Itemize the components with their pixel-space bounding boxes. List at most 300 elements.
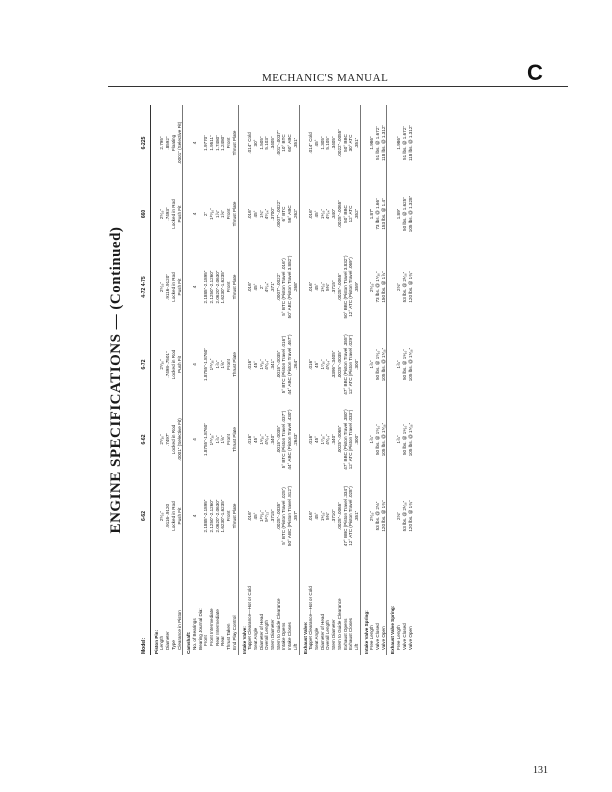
spec-value-cell: 4⁵⁄₆₄" (264, 359, 270, 370)
spec-value-cell: 2" (258, 284, 264, 290)
spec-value-cell: Floating (170, 134, 176, 152)
spec-value-cell: .016" (308, 208, 314, 220)
column-header: 6-62 (142, 477, 150, 555)
spec-value-cell: Front (226, 434, 232, 445)
empty-cell (150, 247, 159, 327)
spec-value-cell: 45° (252, 210, 258, 218)
row-label: Stem to Guide Clearance (336, 598, 342, 650)
spec-value-cell: 1¹⁵⁄₁₆" (258, 510, 264, 522)
empty-cell (387, 247, 396, 327)
spec-value-cell: Front (226, 208, 232, 220)
spec-value-cell: .351" (292, 137, 298, 149)
spec-value-cell: 50 lbs. @ 1.625" (401, 197, 407, 231)
spec-value-cell: .016" (308, 434, 314, 445)
spec-value-cell: 4⁵⁄₆₄" (325, 208, 331, 220)
spec-value-cell: .014" Cold (308, 132, 314, 154)
spec-value-cell: 105 lbs. @ 1⁵⁄₁₆" (407, 347, 413, 382)
spec-value-cell: .371" (270, 281, 276, 293)
row-label: Bearing Journal Dia: (197, 608, 203, 650)
spec-value-cell: 45° (252, 436, 258, 443)
spec-value-cell: .016" (247, 281, 253, 293)
spec-value-cell: 1¾" (258, 209, 264, 219)
spec-value-cell: 2" (203, 211, 209, 217)
spec-value-cell: 60° ABC (287, 134, 293, 152)
spec-value-cell: 1⁷⁄₁₆" (319, 359, 325, 370)
spec-value-cell: 12° ATC (Piston Travel .029") (348, 334, 354, 395)
spec-value-cell: 47° BBC (Piston Travel .380") (342, 409, 348, 470)
section-header-row (238, 105, 247, 655)
spec-value-cell: 1.6230"-1.6235" (220, 270, 226, 304)
spec-value-cell: .300" (353, 434, 359, 445)
row-label: Lift (292, 643, 298, 650)
spec-value-cell: 53 lbs. @ 2¹⁄₁₆" (401, 500, 407, 532)
row-label: Stem Diameter (331, 619, 337, 650)
spec-value-cell: 4 (191, 514, 197, 518)
spec-value-cell: 105 lbs. @ 1⁵⁄₁₆" (407, 422, 413, 457)
spec-value-cell: 4⁵⁄₆₄" (325, 359, 331, 370)
spec-value-cell: .357" (292, 510, 298, 522)
row-label: Rear Intermediate (214, 609, 220, 646)
spec-value-cell: .0015"-.0035" (275, 350, 281, 379)
spec-value-cell: 105 lbs. @ 1⁵⁄₁₆" (380, 347, 386, 382)
spec-value-cell: .340" (331, 208, 337, 220)
spec-value-cell: 1⅞" (214, 360, 220, 369)
spec-value-cell: 1⁹⁄₁₆" (258, 359, 264, 370)
spec-value-cell: 1⁹⁄₁₆" (319, 510, 325, 522)
section-header-row (360, 105, 369, 655)
spec-value-cell: 30° ATC (348, 134, 354, 152)
spec-value-cell: 1⁹⁄₁₆" (258, 434, 264, 445)
spec-value-cell: 47° BBC (Piston Travel .334") (342, 485, 348, 547)
spec-value-cell: 1⅞" (396, 435, 402, 444)
spec-value-cell: 1.8755"-1.8760" (203, 423, 209, 456)
spec-value-cell: .016" (247, 359, 253, 370)
spec-value-cell: 73 lbs. @ 1.66" (375, 198, 381, 230)
empty-cell (238, 402, 247, 477)
spec-value-cell: 1⅞" (214, 209, 220, 219)
spec-value-cell: 50° ABC (Piston Travel .812") (287, 485, 293, 547)
spec-value-cell: 45° (313, 361, 319, 368)
empty-cell (150, 327, 159, 402)
section-letter: C (527, 60, 543, 85)
spec-value-cell: .0007"-.0022" (275, 200, 281, 228)
spec-value-cell: Push Fit (176, 356, 182, 373)
row-label: Stem Diameter (270, 619, 276, 650)
empty-cell (183, 327, 192, 402)
spec-value-cell: 118 lbs. @ 1.312" (380, 124, 386, 162)
spec-value-cell: 1.9770" (203, 135, 209, 151)
empty-cell (360, 247, 369, 327)
column-header: 6-72 (142, 327, 150, 402)
spec-value-cell: .0025"-.0065" (336, 502, 342, 530)
empty-cell (299, 402, 308, 477)
empty-cell (360, 181, 369, 247)
empty-cell (183, 402, 192, 477)
spec-value-cell: 1¹⁵⁄₁₆" (209, 358, 215, 371)
spec-value-cell: 2⁵⁄₁₆" (159, 281, 165, 293)
spec-value-cell: Front (226, 510, 232, 522)
spec-value-cell: .016" (308, 359, 314, 370)
section-title: Intake Valve Spring: (360, 555, 369, 655)
spec-value-cell: 50 lbs. @ 1⁵⁄₁₆" (375, 424, 381, 456)
spec-value-cell: 12° ATC (Piston Travel .033") (348, 409, 354, 470)
row-label: Valve Open (380, 626, 386, 650)
row-label: Free Length (396, 625, 402, 650)
spec-value-cell: 2⅛" (396, 282, 402, 292)
running-header-title: MECHANIC'S MANUAL (262, 72, 389, 84)
section-header-row (387, 105, 396, 655)
spec-value-cell: .2643" (292, 432, 298, 447)
empty-cell (387, 105, 396, 181)
spec-value-cell: Thrust Plate (231, 427, 237, 452)
spec-value-cell: .0025"-.0065" (336, 200, 342, 228)
row-label: Overall Length (325, 620, 331, 650)
section-title: Intake Valve: (238, 555, 247, 655)
spec-value-cell: 4 (191, 363, 197, 366)
row-label: Tappet Clearance—Hot or Cold (308, 586, 314, 650)
empty-cell (238, 247, 247, 327)
row-label: Diameter (165, 631, 171, 650)
spec-value-cell: 1⁹⁄₁₆" (319, 281, 325, 293)
empty-cell (299, 327, 308, 402)
spec-value-cell: .0025"-.0035" (336, 350, 342, 379)
row-label: Seat Angle (252, 627, 258, 650)
empty-cell (183, 181, 192, 247)
spec-value-cell: Locked in Rod (170, 349, 176, 380)
spec-value-cell: Front (226, 359, 232, 370)
spec-value-cell: .3700" (270, 207, 276, 221)
spec-value-cell: 1⅞" (396, 360, 402, 369)
spec-value-cell: 1.7480" (214, 135, 220, 151)
row-label: Exhaust Opens (342, 618, 348, 650)
spec-value-cell: 6° BTC (281, 206, 287, 222)
spec-value-cell: Locked in Rod (170, 501, 176, 531)
row-label: Front Intermediate (209, 608, 215, 646)
spec-value-cell: 50 lbs. @ 1⁹⁄₁₆" (401, 348, 407, 381)
section-title: Camshaft: (183, 555, 192, 655)
spec-value-cell: 56° ABC (287, 205, 293, 223)
spec-value-cell: 2⁵⁄₁₆" (159, 434, 165, 445)
spec-value-cell: Push Fit (176, 205, 182, 223)
empty-cell (387, 181, 396, 247)
spec-value-cell: 5⅜" (325, 511, 331, 521)
spec-value-cell: 50° BBC (342, 134, 348, 152)
spec-value-cell: .3405" (331, 136, 337, 150)
spec-value-cell: 5.103" (264, 136, 270, 150)
spec-value-cell: 118 lbs. @ 1.312" (407, 124, 413, 162)
spec-table-body (150, 105, 413, 655)
empty-cell (360, 105, 369, 181)
spec-value-cell: 4⁵⁄₆₄" (325, 434, 331, 445)
spec-value-cell: 50° BBC (342, 205, 348, 223)
spec-value-cell: 1.2480" (220, 135, 226, 151)
empty-cell (150, 477, 159, 555)
spec-value-cell: 1.87" (369, 208, 375, 220)
spec-value-cell: .341" (270, 359, 276, 370)
spec-value-cell: 105 lbs. @ 1.328" (407, 195, 413, 233)
spec-value-cell: 1.505" (258, 136, 264, 150)
spec-value-cell: 12° ATC (Piston Travel .028") (348, 486, 354, 546)
spec-value-cell: 50 lbs. @ 1⁵⁄₁₆" (375, 349, 381, 381)
spec-value-cell: 50° ABC (Piston Travel 3.882") (287, 255, 293, 319)
spec-value-cell: 105 lbs. @ 1⁵⁄₁₆" (380, 422, 386, 457)
spec-value-cell: .268" (292, 281, 298, 293)
spec-value-cell: 1⅝" (220, 360, 226, 369)
spec-value-cell: .351" (353, 510, 359, 522)
spec-value-cell: 45° (252, 283, 258, 291)
spec-value-cell: .016" (247, 208, 253, 220)
section-header-row (183, 105, 192, 655)
spec-value-cell: 12° ATC (Piston Travel .069") (348, 257, 354, 317)
row-label: Lift (353, 643, 359, 650)
spec-value-cell: 2.1250"-2.1260" (209, 270, 215, 304)
table-row (408, 105, 414, 655)
spec-value-cell: .3405" (270, 136, 276, 150)
row-label: Diameter of Head (319, 613, 325, 650)
section-title: Exhaust Valve Spring: (387, 555, 396, 655)
page-number: 131 (533, 765, 548, 776)
spec-value-cell: 44° ABC (Piston Travel .467") (287, 334, 293, 395)
empty-cell (238, 327, 247, 402)
spec-value-cell: 1.89" (396, 208, 402, 220)
spec-value-cell: 1.9511" (209, 135, 215, 151)
row-label: Length (159, 635, 165, 650)
spec-value-cell: .9116-.9120" (165, 274, 171, 300)
spec-value-cell: Locked in Rod (170, 272, 176, 302)
spec-value-cell: .3710" (331, 509, 337, 523)
spec-value-cell: .016" (308, 510, 314, 522)
spec-value-cell: 1.8755"-1.8760" (203, 348, 209, 381)
spec-value-cell: .3715" (331, 280, 337, 294)
empty-cell (387, 402, 396, 477)
spec-value-cell: Locked in Rod (170, 199, 176, 229)
spec-value-cell: .0022"-.0055" (336, 129, 342, 157)
spec-value-cell: .0001" (Selective Fit) (176, 418, 182, 461)
spec-value-cell: Front (226, 137, 232, 149)
spec-value-cell: 1⅞" (369, 360, 375, 369)
row-label: Front (203, 635, 209, 646)
spec-value-cell: 2.1250"-2.1260" (209, 499, 215, 533)
row-label: Intake Opens (281, 622, 287, 650)
section-title: Exhaust Valve: (299, 555, 308, 655)
row-label: Seat Angle (313, 627, 319, 650)
spec-value-cell: 4⁵⁄₆₄" (264, 281, 270, 293)
empty-cell (299, 181, 308, 247)
spec-value-cell: 120 lbs. @ 1¾" (380, 500, 386, 532)
spec-value-cell: 45° (313, 512, 319, 520)
row-label: Exhaust Closes (348, 618, 354, 650)
spec-value-cell: 2.1885"-2.1895" (203, 499, 209, 533)
spec-value-cell: 2.0620"-2.0630" (214, 270, 220, 304)
spec-value-cell: 4 (191, 285, 197, 289)
spec-value-cell: .0025"-.0065" (336, 425, 342, 454)
row-label: Overall Length (264, 620, 270, 650)
spec-value-cell: 12° ATC (348, 205, 354, 223)
row-label: Diameter of Head (258, 613, 264, 650)
empty-cell (299, 247, 308, 327)
spec-value-cell: 5.105" (325, 136, 331, 150)
spec-value-cell: .340" (331, 434, 337, 445)
row-label: Type (170, 640, 176, 650)
spec-value-cell: 10° BTC (281, 134, 287, 152)
spec-value-cell: .0015"-.0035" (275, 425, 281, 454)
row-label: Intake Closes (287, 622, 293, 650)
spec-value-cell: 1.986" (396, 136, 402, 150)
spec-value-cell: .016" (247, 434, 253, 445)
spec-value-cell: 120 lbs. @ 1¾" (407, 271, 413, 303)
spec-value-cell: 50 lbs. @ 1⁹⁄₁₆" (401, 423, 407, 456)
spec-value-cell: Thrust Plate (231, 274, 237, 300)
spec-value-cell: .0007"-.0022" (275, 273, 281, 301)
spec-value-cell: 50° BBC (Piston Travel 3.832") (342, 255, 348, 319)
spec-value-cell: 4⁵⁄₆₄" (264, 208, 270, 220)
spec-value-cell: .016" (247, 510, 253, 522)
spec-value-cell: 1.6230"-1.6235" (220, 499, 226, 533)
row-label: End Play Control (231, 615, 237, 650)
spec-value-cell: .351" (353, 137, 359, 149)
spec-value-cell: .9116-.9120 (165, 503, 171, 529)
rotated-spec-table (108, 105, 568, 655)
spec-value-cell: 1⅝" (220, 209, 226, 219)
column-header: 660 (142, 181, 150, 247)
spec-value-cell: 5° BTC (Piston Travel .025") (281, 487, 287, 545)
spec-value-cell: 73 lbs. @ 1⁵⁄₁₆" (375, 271, 381, 303)
spec-value-cell: 120 lbs. @ 1¾" (407, 500, 413, 532)
spec-value-cell: .7497" (165, 432, 171, 447)
empty-cell (150, 181, 159, 247)
spec-value-cell: Push Fit (176, 507, 182, 525)
table-title: ENGINE SPECIFICATIONS — (Continued) (108, 226, 124, 534)
spec-value-cell: Thrust Plate (231, 503, 237, 529)
spec-value-cell: .7493" (165, 207, 171, 221)
spec-value-cell: 2.1885"-2.1895" (203, 270, 209, 304)
spec-value-cell: Locked in Rod (170, 424, 176, 455)
spec-value-cell: 45° (313, 139, 319, 147)
spec-value-cell: .016" (308, 281, 314, 293)
row-label: Thrust Taken (226, 623, 232, 650)
spec-value-cell: 1.305" (319, 136, 325, 150)
row-label: No. of Bearings (191, 618, 197, 650)
spec-value-cell: 1⅞" (369, 435, 375, 444)
spec-value-cell: 44° ABC (Piston Travel .430") (287, 409, 293, 470)
spec-value-cell: 30° (252, 139, 258, 147)
spec-value-cell: .014" Cold (247, 132, 253, 154)
empty-cell (299, 105, 308, 181)
spec-value-cell: 1¹⁵⁄₁₆" (209, 208, 215, 220)
empty-cell (183, 477, 192, 555)
column-header: 4-72 4-75 (142, 247, 150, 327)
spec-value-cell: Front (226, 281, 232, 293)
spec-value-cell: 45° (252, 512, 258, 520)
spec-value-cell: .8592" (165, 136, 171, 150)
spec-value-cell: .262" (292, 208, 298, 220)
empty-cell (183, 247, 192, 327)
row-label: Clearance in Piston (176, 610, 182, 650)
spec-value-cell: 1.986" (369, 136, 375, 150)
spec-value-cell: 2⁵⁄₁₆" (369, 281, 375, 293)
spec-value-cell: 5° BTC (Piston Travel .016") (281, 258, 287, 316)
spec-value-cell: 5° BTC (Piston Travel .016") (281, 335, 287, 394)
row-label: Tappet Clearance—Hot or Cold (247, 586, 253, 650)
spec-value-cell: 2⁵⁄₁₆" (159, 208, 165, 220)
empty-cell (387, 327, 396, 402)
spec-value-cell: 1⅞" (214, 435, 220, 444)
spec-value-cell: .300" (353, 359, 359, 370)
spec-value-cell: 1⁹⁄₁₆" (319, 208, 325, 220)
spec-value-cell: 53 lbs. @ 2¹⁄₁₆" (401, 271, 407, 303)
spec-value-cell: 5° BTC (Piston Travel .037") (281, 410, 287, 469)
spec-value-cell: 2⁵⁄₁₆" (369, 510, 375, 522)
spec-value-cell: .352" (353, 208, 359, 220)
spec-value-cell: 45° (252, 361, 258, 368)
spec-value-cell: 45° (313, 283, 319, 291)
row-label: Valve Open (407, 626, 413, 650)
empty-cell (360, 477, 369, 555)
spec-value-cell: 51 lbs. @ 1.672" (375, 126, 381, 160)
spec-value-cell: 53 lbs. @ 2⅛" (375, 501, 381, 531)
spec-value-cell: .3395"-.3405" (331, 350, 337, 379)
spec-value-cell: 51 lbs. @ 1.672" (401, 126, 407, 160)
spec-value-cell: .264" (292, 359, 298, 370)
empty-cell (238, 105, 247, 181)
spec-value-cell: 45° (313, 436, 319, 443)
spec-value-cell: 2⅛" (396, 511, 402, 521)
spec-value-cell: 45° (313, 210, 319, 218)
header-rule (108, 86, 568, 87)
spec-value-cell: 5⅜" (325, 282, 331, 292)
empty-cell (238, 477, 247, 555)
spec-value-cell: 153 lbs. @ 1.4" (380, 198, 386, 230)
empty-cell (183, 105, 192, 181)
spec-value-cell: 5¹⁷⁄₃₂" (264, 510, 270, 522)
spec-value-cell: 2.795" (159, 136, 165, 150)
empty-cell (150, 105, 159, 181)
spec-value-cell: 4 (191, 141, 197, 145)
spec-value-cell: 2.0620"-2.0630" (214, 499, 220, 533)
column-header: 6-225 (142, 105, 150, 181)
section-header-row (299, 105, 308, 655)
empty-cell (360, 327, 369, 402)
spec-value-cell: 4 (191, 212, 197, 216)
row-label: Rear (220, 636, 226, 646)
spec-value-cell: .3715" (270, 509, 276, 523)
spec-value-cell: 4 (191, 438, 197, 441)
spec-value-cell: 1⅝" (220, 435, 226, 444)
empty-cell (299, 477, 308, 555)
spec-value-cell: 2⁵⁄₁₆" (159, 359, 165, 370)
empty-cell (238, 181, 247, 247)
spec-value-cell: .001"-.0037" (275, 130, 281, 156)
spec-value-cell: .340" (270, 434, 276, 445)
empty-cell (150, 402, 159, 477)
spec-value-cell: 4⁵⁄₆₄" (264, 434, 270, 445)
spec-value-cell: 1¹⁵⁄₁₆" (209, 433, 215, 446)
spec-value-cell: .7498-.7501" (165, 351, 171, 378)
empty-cell (360, 402, 369, 477)
spec-value-cell: 47° BBC (Piston Travel .355") (342, 334, 348, 395)
section-header-row (150, 105, 159, 655)
engine-spec-table (142, 105, 413, 655)
empty-cell (387, 477, 396, 555)
spec-value-cell: Thrust Plate (231, 130, 237, 156)
spec-value-cell: Thrust Plate (231, 352, 237, 377)
row-label: Stem to Guide Clearance (275, 598, 281, 650)
spec-value-cell: Push Fit (176, 278, 182, 296)
column-header-row (142, 105, 150, 655)
column-header: Model: (142, 555, 150, 655)
spec-value-cell: 2⁵⁄₁₆" (159, 510, 165, 522)
spec-value-cell: .0025"-.0065" (336, 273, 342, 301)
